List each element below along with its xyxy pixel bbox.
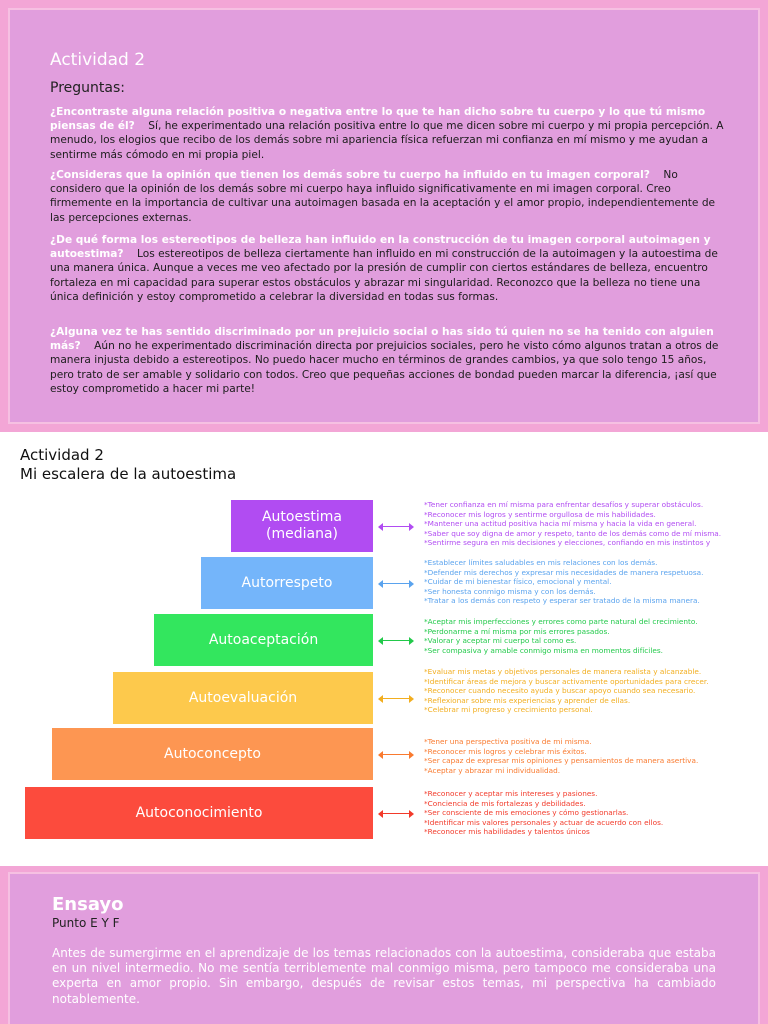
step-notes: [424, 667, 754, 715]
note-line: *Reconocer mis habilidades y talentos únicos: [424, 827, 590, 837]
note-line: *Tratar a los demás con respeto y esperar ser tratado de la misma manera.: [424, 596, 700, 606]
slide-questions: [0, 0, 768, 432]
note-line: *Identificar mis valores personales y actuar de acuerdo con ellos.: [424, 817, 664, 827]
note-line: *Reconocer mis logros y sentirme orgullosa de mis habilidades.: [424, 509, 656, 519]
note-line: *Ser consciente de mis emociones y cómo gestionarlas.: [424, 808, 629, 818]
qa-item: [50, 105, 730, 162]
step-notes: [424, 500, 754, 548]
note-line: *Aceptar y abrazar mi individualidad.: [424, 765, 561, 775]
note-line: *Cuidar de mi bienestar físico, emocional y mental.: [424, 577, 612, 587]
note-line: *Celebrar mi progreso y crecimiento personal.: [424, 705, 593, 715]
note-line: *Establecer límites saludables en mis relaciones con los demás.: [424, 558, 658, 567]
step-6: Autoconocimiento: [25, 787, 373, 839]
note-line: *Reconocer cuando necesito ayuda y buscar apoyo cuando sea necesario.: [424, 686, 696, 696]
answer-text: No considero que la opinión de los demás sobre mi cuerpo haya influido significativamente en mi imagen corporal. Creo firmemente en la importancia de cultivar una autoimagen basada en la aceptación y el amor propio, independientemente de las percepciones externas.: [50, 169, 716, 224]
note-line: *Ser honesta conmigo misma y con los demás.: [424, 586, 596, 596]
note-line: *Ser compasiva y amable conmigo misma en momentos difíciles.: [424, 645, 663, 655]
step-1: Autoestima (mediana): [231, 500, 373, 552]
note-line: *Tener una perspectiva positiva de mi misma.: [424, 737, 592, 746]
slide-title: [20, 446, 236, 484]
note-line: *Mantener una actitud positiva hacia mí misma y hacia la vida en general.: [424, 519, 697, 529]
title-line: Actividad 2: [20, 446, 104, 464]
note-line: *Tener confianza en mí misma para enfrentar desafíos y superar obstáculos.: [424, 500, 704, 509]
answer-text: Los estereotipos de belleza ciertamente han influido en mi construcción de la autoimagen y la autoestima de una manera única. Aunque a veces me veo afectado por la presión de cumplir con ciertos estándares de belleza, encuentro fortaleza en mi capacidad para superar estos obstáculos y abrazar mi singularidad. Reconozco que la belleza no tiene una única definición y estoy comprometido a celebrar la diversidad en todas sus formas.: [50, 248, 718, 303]
question-text: ¿Encontraste alguna relación positiva o negativa entre lo que te han dicho sobre tu cuerpo y lo que tú mismo piensas de él?: [50, 106, 706, 133]
answer-text: Sí, he experimentado una relación positiva entre lo que me dicen sobre mi cuerpo y mi propia percepción. A menudo, los elogios que recibo de los demás sobre mi apariencia física refuerzan mi confianza en mí mismo y me ayudan a sentirme más cómodo en mi propia piel.: [50, 120, 724, 161]
note-line: *Sentirme segura en mis decisiones y elecciones, confiando en mis instintos y: [424, 538, 711, 548]
double-arrow-icon: [378, 636, 414, 646]
step-3: Autoaceptación: [154, 614, 373, 666]
double-arrow-icon: [378, 522, 414, 532]
qa-item: [50, 325, 730, 396]
step-2: Autorrespeto: [201, 557, 373, 609]
note-line: *Identificar áreas de mejora y buscar activamente oportunidades para crecer.: [424, 676, 709, 686]
essay-title: Ensayo: [52, 894, 124, 915]
double-arrow-icon: [378, 694, 414, 704]
qa-item: [50, 233, 730, 304]
step-5: Autoconcepto: [52, 728, 373, 780]
note-line: *Reconocer y aceptar mis intereses y pasiones.: [424, 789, 598, 798]
essay-paragraph: Antes de sumergirme en el aprendizaje de los temas relacionados con la autoestima, consideraba que estaba en un nivel intermedio. No me sentía terriblemente mal conmigo misma, pero tampoco me consideraba una experta en amor propio. Sin embargo, después de revisar estos temas, mi perspectiva ha cambiado notablemente.: [52, 946, 716, 1006]
double-arrow-icon: [378, 579, 414, 589]
note-line: *Aceptar mis imperfecciones y errores como parte natural del crecimiento.: [424, 617, 698, 626]
question-text: ¿De qué forma los estereotipos de belleza han influido en la construcción de tu imagen corporal autoimagen y autoestima?: [50, 234, 711, 261]
step-notes: [424, 789, 754, 837]
step-notes: [424, 737, 754, 775]
note-line: *Valorar y aceptar mi cuerpo tal como es.: [424, 636, 577, 646]
step-4: Autoevaluación: [113, 672, 373, 724]
double-arrow-icon: [378, 750, 414, 760]
slide-essay: [0, 866, 768, 1024]
note-line: *Reconocer mis logros y celebrar mis éxitos.: [424, 746, 587, 756]
note-line: *Saber que soy digna de amor y respeto, tanto de los demás como de mí misma.: [424, 528, 722, 538]
question-text: ¿Consideras que la opinión que tienen los demás sobre tu cuerpo ha influido en tu imagen corporal?: [50, 169, 650, 181]
step-notes: [424, 558, 754, 606]
note-line: *Defender mis derechos y expresar mis necesidades de manera respetuosa.: [424, 567, 704, 577]
step-notes: [424, 617, 754, 655]
note-line: *Perdonarme a mí misma por mis errores pasados.: [424, 626, 610, 636]
double-arrow-icon: [378, 809, 414, 819]
qa-item: [50, 168, 730, 225]
answer-text: Aún no he experimentado discriminación directa por prejuicios sociales, pero he visto cómo algunos tratan a otros de manera injusta debido a estereotipos. No puedo hacer mucho en términos de grandes cambios, ya que solo tengo 15 años, pero trato de ser amable y solidario con todos. Creo que pequeñas acciones de bondad pueden marcar la diferencia, ¡así que estoy comprometido a hacer mi parte!: [50, 340, 719, 395]
essay-subtitle: Punto E Y F: [52, 916, 120, 930]
slide-title: Actividad 2: [50, 50, 146, 70]
note-line: *Evaluar mis metas y objetivos personales de manera realista y alcanzable.: [424, 667, 702, 676]
title-line: Mi escalera de la autoestima: [20, 465, 237, 483]
note-line: *Ser capaz de expresar mis opiniones y pensamientos de manera asertiva.: [424, 756, 699, 766]
slide-subtitle: Preguntas:: [50, 80, 125, 96]
question-text: ¿Alguna vez te has sentido discriminado por un prejuicio social o has sido tú quien no se ha tenido con alguien más?: [50, 326, 714, 353]
note-line: *Conciencia de mis fortalezas y debilidades.: [424, 798, 586, 808]
note-line: *Reflexionar sobre mis experiencias y aprender de ellas.: [424, 695, 631, 705]
slide-staircase: [0, 436, 768, 868]
